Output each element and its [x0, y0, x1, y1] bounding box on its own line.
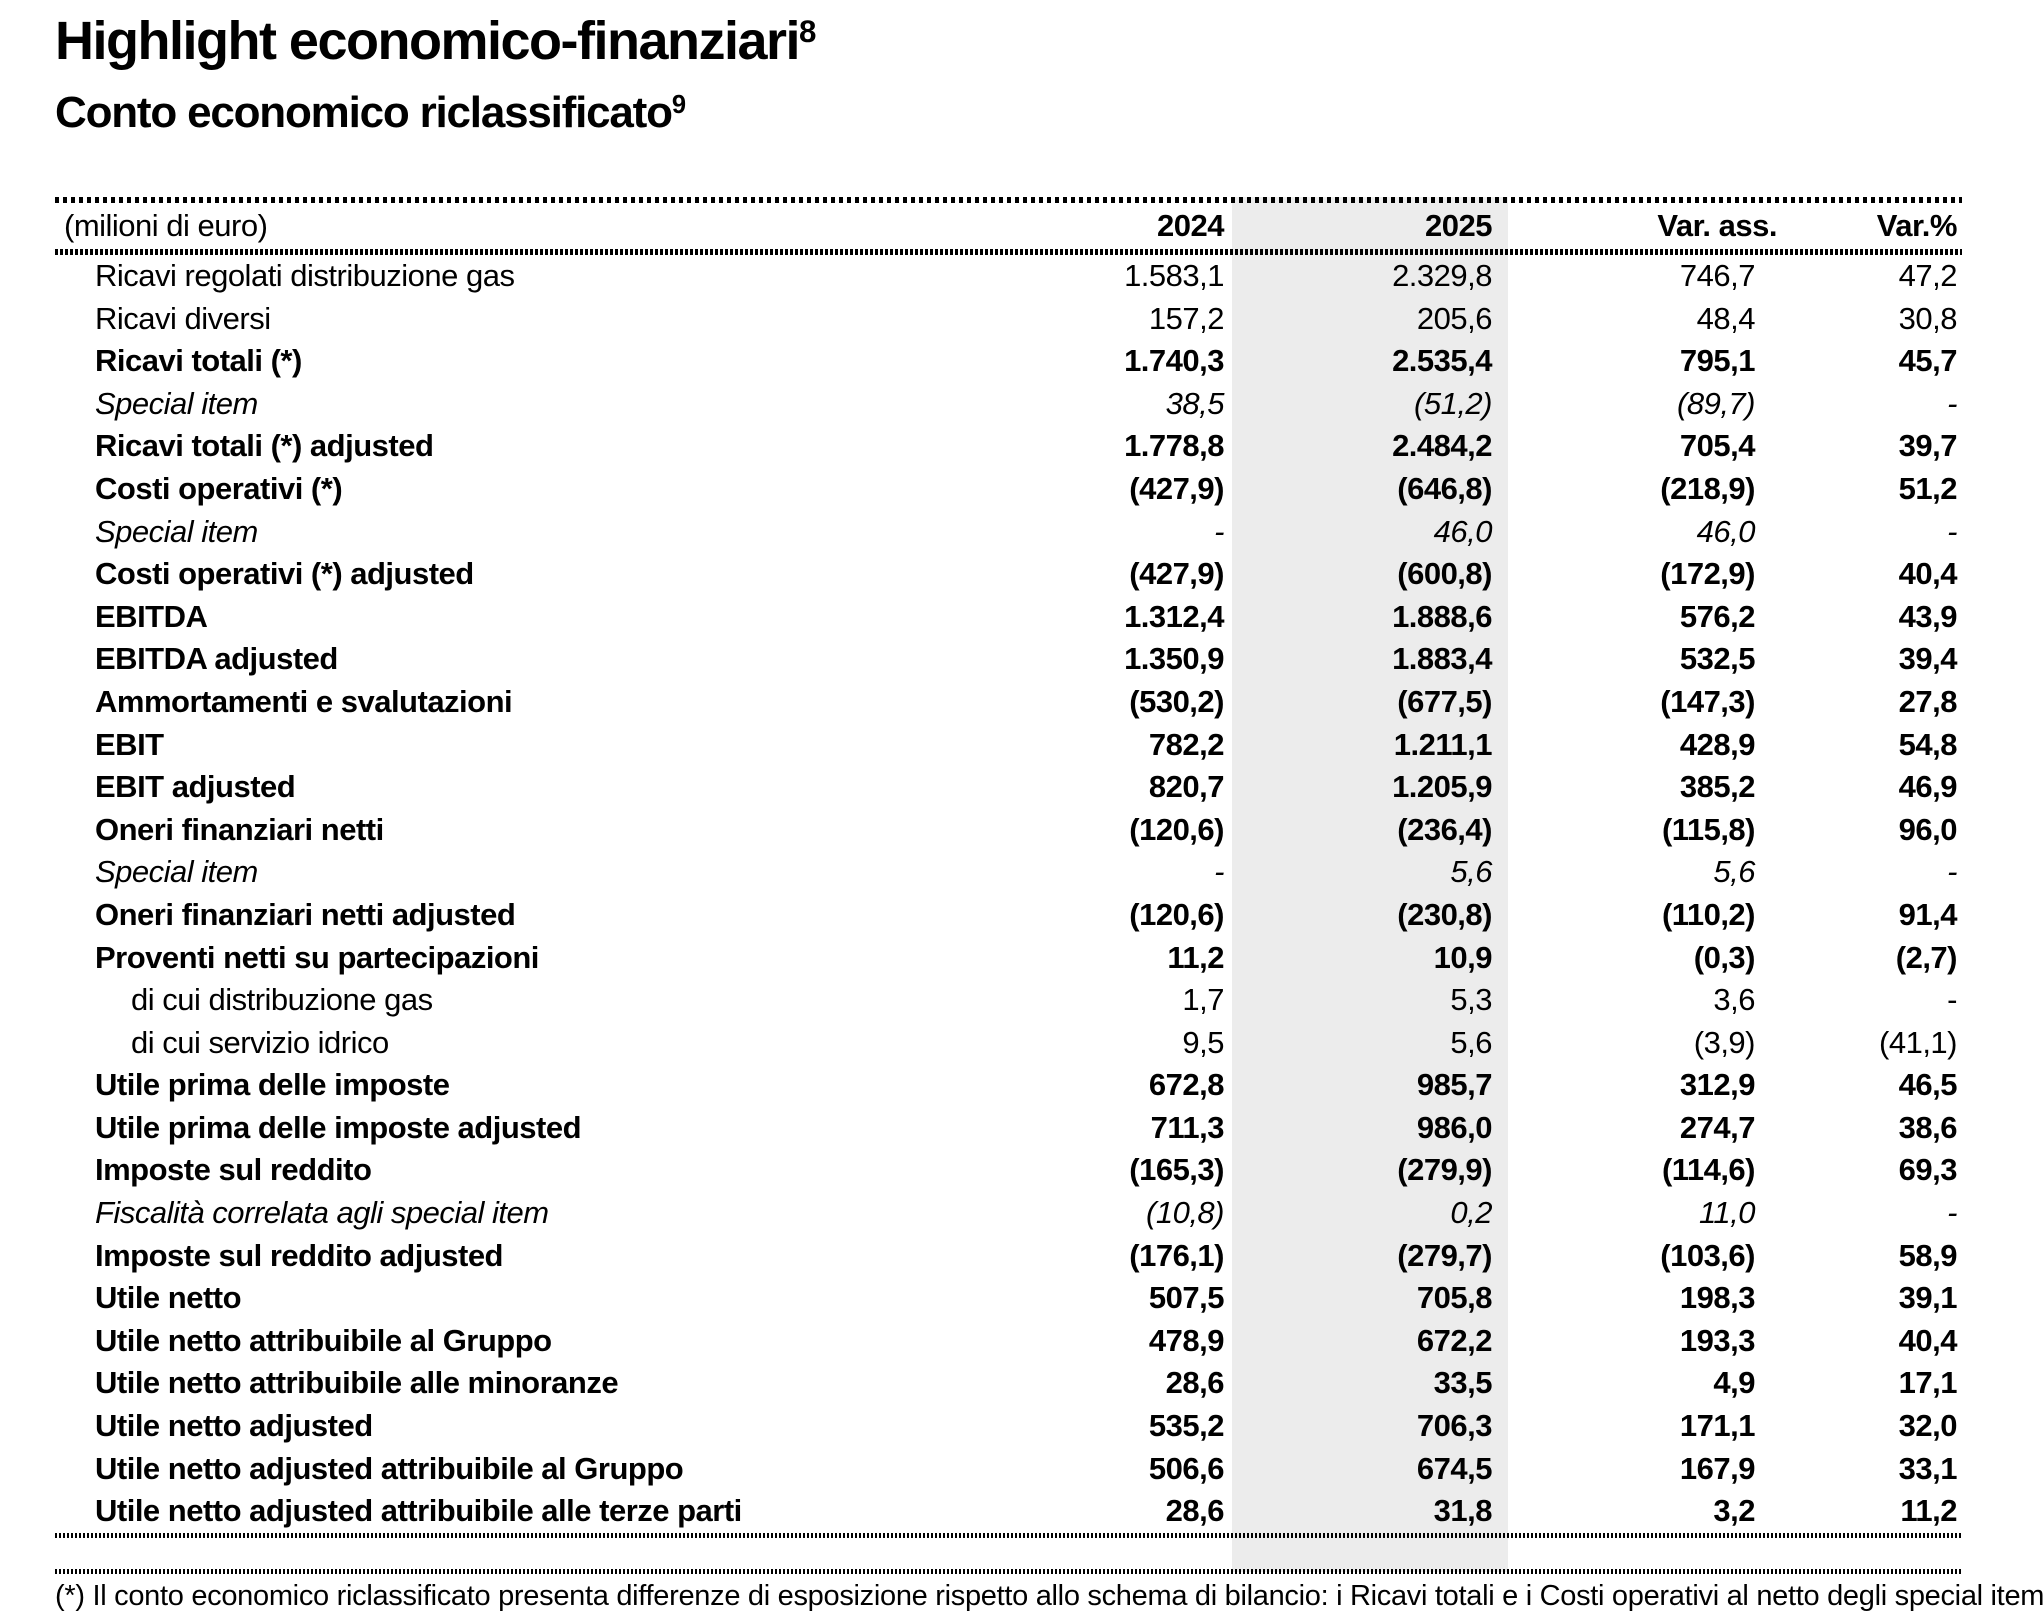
row-value: 705,4 — [1679, 428, 1755, 464]
row-label: Utile netto — [95, 1280, 242, 1316]
row-label: Utile prima delle imposte — [95, 1067, 450, 1103]
table-row — [55, 1362, 1962, 1405]
row-value: 1.778,8 — [1124, 428, 1224, 464]
row-value: 46,9 — [1898, 769, 1957, 805]
row-value: 193,3 — [1679, 1322, 1755, 1358]
row-value: 10,9 — [1433, 939, 1492, 975]
row-value: 4,9 — [1713, 1365, 1755, 1401]
row-value: 3,2 — [1713, 1493, 1755, 1529]
unit-label: (milioni di euro) — [64, 208, 268, 243]
table-row — [55, 468, 1962, 511]
table-row — [55, 1022, 1962, 1065]
row-value: (646,8) — [1397, 470, 1492, 506]
row-value: (120,6) — [1129, 896, 1224, 932]
row-value: 1.888,6 — [1392, 598, 1492, 634]
column-header-2024: 2024 — [1157, 208, 1224, 243]
row-value: (51,2) — [1414, 385, 1492, 421]
row-value: (3,9) — [1693, 1024, 1755, 1060]
row-label: Ricavi regolati distribuzione gas — [95, 258, 515, 293]
table-row — [55, 1320, 1962, 1363]
row-value: (172,9) — [1660, 556, 1755, 592]
table-row — [55, 979, 1962, 1022]
row-value: - — [1947, 513, 1957, 549]
row-value: 58,9 — [1898, 1237, 1957, 1273]
row-value: 706,3 — [1416, 1408, 1492, 1444]
row-label: Costi operativi (*) — [95, 470, 343, 506]
row-value: - — [1947, 1195, 1957, 1231]
row-value: 5,3 — [1450, 982, 1492, 1018]
row-value: - — [1947, 854, 1957, 890]
row-value: 385,2 — [1679, 769, 1755, 805]
row-label: Utile netto adjusted attribuibile al Gruppo — [95, 1450, 684, 1486]
row-value: 1.205,9 — [1392, 769, 1492, 805]
row-value: 1,7 — [1182, 982, 1224, 1018]
row-value: 428,9 — [1679, 726, 1755, 762]
row-value: 507,5 — [1148, 1280, 1224, 1316]
row-value: (427,9) — [1129, 556, 1224, 592]
table-row — [55, 1235, 1962, 1278]
row-value: 782,2 — [1148, 726, 1224, 762]
row-value: (103,6) — [1660, 1237, 1755, 1273]
row-value: 31,8 — [1433, 1493, 1492, 1529]
table-row — [55, 1448, 1962, 1491]
table-row — [55, 1064, 1962, 1107]
row-value: 711,3 — [1150, 1109, 1224, 1145]
row-value: 5,6 — [1450, 1024, 1492, 1060]
row-label: Fiscalità correlata agli special item — [95, 1195, 549, 1231]
table-row — [55, 511, 1962, 554]
row-value: (147,3) — [1660, 683, 1755, 719]
table-row — [55, 851, 1962, 894]
row-value: 532,5 — [1679, 641, 1755, 677]
row-label: Ricavi diversi — [95, 300, 271, 336]
row-value: 198,3 — [1679, 1280, 1755, 1316]
row-label: Ammortamenti e svalutazioni — [95, 683, 513, 719]
row-value: - — [1947, 982, 1957, 1018]
table-row — [55, 681, 1962, 724]
row-value: (279,9) — [1397, 1152, 1492, 1188]
row-value: 11,0 — [1698, 1195, 1755, 1231]
column-header-var-ass: Var. ass. — [1657, 208, 1777, 243]
row-value: (176,1) — [1129, 1237, 1224, 1273]
row-label: Special item — [95, 854, 258, 890]
table-row — [55, 766, 1962, 809]
row-value: 672,2 — [1416, 1322, 1492, 1358]
income-statement-table — [55, 197, 1962, 1574]
row-value: 171,1 — [1679, 1408, 1755, 1444]
row-value: 28,6 — [1165, 1365, 1224, 1401]
table-row — [55, 937, 1962, 980]
table-row — [55, 1405, 1962, 1448]
row-value: (236,4) — [1397, 811, 1492, 847]
table-row — [55, 1107, 1962, 1150]
table-row — [55, 596, 1962, 639]
row-label: EBIT adjusted — [95, 769, 296, 805]
row-value: 39,4 — [1898, 641, 1957, 677]
row-value: 3,6 — [1713, 982, 1755, 1018]
row-value: 11,2 — [1900, 1493, 1957, 1529]
row-value: (600,8) — [1397, 556, 1492, 592]
table-row — [55, 1277, 1962, 1320]
row-value: 96,0 — [1898, 811, 1957, 847]
row-value: 47,2 — [1898, 258, 1957, 293]
table-row — [55, 340, 1962, 383]
row-value: 5,6 — [1450, 854, 1492, 890]
section-subtitle-footnote-ref: 9 — [671, 90, 687, 119]
row-value: 312,9 — [1679, 1067, 1755, 1103]
table-row — [55, 638, 1962, 681]
row-value: (427,9) — [1129, 470, 1224, 506]
row-value: 27,8 — [1898, 683, 1957, 719]
row-value: 43,9 — [1898, 598, 1957, 634]
row-label: Special item — [95, 513, 258, 549]
row-label: Costi operativi (*) adjusted — [95, 556, 474, 592]
row-label: Oneri finanziari netti adjusted — [95, 896, 516, 932]
row-value: - — [1214, 513, 1224, 549]
row-value: (120,6) — [1129, 811, 1224, 847]
row-value: 39,7 — [1898, 428, 1957, 464]
row-label: Imposte sul reddito adjusted — [95, 1237, 503, 1273]
row-value: (110,2) — [1661, 896, 1755, 932]
page-title-footnote-ref: 8 — [799, 13, 817, 49]
row-value: 5,6 — [1713, 854, 1755, 890]
row-value: 11,2 — [1167, 939, 1224, 975]
row-value: 1.350,9 — [1124, 641, 1224, 677]
table-row — [55, 425, 1962, 468]
section-subtitle — [55, 88, 686, 138]
row-label: EBIT — [95, 726, 164, 762]
table-header-row — [55, 203, 1962, 249]
row-value: 33,1 — [1898, 1450, 1957, 1486]
row-value: 1.740,3 — [1124, 343, 1224, 379]
row-value: 91,4 — [1898, 896, 1957, 932]
table-row — [55, 255, 1962, 298]
row-label: Ricavi totali (*) — [95, 343, 302, 379]
row-value: (230,8) — [1397, 896, 1492, 932]
row-value: 46,5 — [1898, 1067, 1957, 1103]
row-label: Utile netto adjusted — [95, 1408, 373, 1444]
row-value: 38,6 — [1898, 1109, 1957, 1145]
column-header-var-pct: Var.% — [1876, 208, 1957, 243]
row-value: (279,7) — [1397, 1237, 1492, 1273]
table-row — [55, 724, 1962, 767]
row-value: 535,2 — [1148, 1408, 1224, 1444]
row-value: 39,1 — [1898, 1280, 1957, 1316]
row-value: 985,7 — [1416, 1067, 1492, 1103]
table-row — [55, 1149, 1962, 1192]
row-value: 69,3 — [1898, 1152, 1957, 1188]
row-value: 48,4 — [1696, 300, 1755, 336]
row-value: 45,7 — [1898, 343, 1957, 379]
row-value: 157,2 — [1148, 300, 1224, 336]
row-label: Ricavi totali (*) adjusted — [95, 428, 434, 464]
page-title — [55, 10, 816, 72]
row-value: 705,8 — [1416, 1280, 1492, 1316]
table-row — [55, 809, 1962, 852]
row-label: Proventi netti su partecipazioni — [95, 939, 539, 975]
row-label: Utile netto adjusted attribuibile alle terze parti — [95, 1493, 742, 1529]
table-body — [55, 255, 1962, 1533]
row-value: 46,0 — [1433, 513, 1492, 549]
row-label: di cui distribuzione gas — [131, 982, 433, 1018]
row-value: (10,8) — [1146, 1195, 1224, 1231]
row-value: 1.883,4 — [1392, 641, 1492, 677]
dotted-divider-footer — [55, 1569, 1962, 1574]
row-value: (218,9) — [1660, 470, 1755, 506]
row-value: 672,8 — [1148, 1067, 1224, 1103]
row-value: 54,8 — [1898, 726, 1957, 762]
row-value: 167,9 — [1679, 1450, 1755, 1486]
row-value: 40,4 — [1898, 1322, 1957, 1358]
row-value: (41,1) — [1879, 1024, 1957, 1060]
table-row — [55, 1490, 1962, 1533]
row-value: 274,7 — [1679, 1109, 1755, 1145]
row-label: EBITDA adjusted — [95, 641, 338, 677]
footnote-clipped: (*) Il conto economico riclassificato presenta differenze di esposizione rispetto allo schema di bilancio: i Ricavi totali e i Costi operativi al netto degli special item — [55, 1580, 2044, 1612]
column-header-2025: 2025 — [1425, 208, 1492, 243]
row-value: 576,2 — [1679, 598, 1755, 634]
table-bottom-gap — [55, 1538, 1962, 1569]
row-label: di cui servizio idrico — [131, 1024, 389, 1060]
row-value: - — [1947, 385, 1957, 421]
table-row — [55, 894, 1962, 937]
row-value: 30,8 — [1898, 300, 1957, 336]
row-value: 28,6 — [1165, 1493, 1224, 1529]
row-value: 986,0 — [1416, 1109, 1492, 1145]
page-title-text: Highlight economico-finanziari — [55, 11, 800, 71]
row-value: 506,6 — [1148, 1450, 1224, 1486]
row-value: 2.535,4 — [1392, 343, 1492, 379]
row-value: 795,1 — [1679, 343, 1755, 379]
table-row — [55, 1192, 1962, 1235]
row-label: Oneri finanziari netti — [95, 811, 384, 847]
table-row — [55, 298, 1962, 341]
row-label: EBITDA — [95, 598, 208, 634]
row-value: (89,7) — [1677, 385, 1755, 421]
row-value: 17,1 — [1898, 1365, 1957, 1401]
row-value: (677,5) — [1397, 683, 1492, 719]
row-value: 674,5 — [1416, 1450, 1492, 1486]
row-value: 33,5 — [1433, 1365, 1492, 1401]
row-value: 205,6 — [1416, 300, 1492, 336]
row-value: 46,0 — [1696, 513, 1755, 549]
row-value: 9,5 — [1182, 1024, 1224, 1060]
table-row — [55, 383, 1962, 426]
row-value: 1.211,1 — [1393, 726, 1492, 762]
row-value: 51,2 — [1898, 470, 1957, 506]
row-value: (0,3) — [1693, 939, 1755, 975]
row-label: Utile prima delle imposte adjusted — [95, 1109, 582, 1145]
row-value: (165,3) — [1129, 1152, 1224, 1188]
row-value: 2.329,8 — [1392, 258, 1492, 293]
row-label: Special item — [95, 385, 258, 421]
row-label: Imposte sul reddito — [95, 1152, 372, 1188]
row-value: (114,6) — [1661, 1152, 1755, 1188]
row-value: 0,2 — [1450, 1195, 1492, 1231]
row-value: 1.312,4 — [1124, 598, 1224, 634]
row-value: 38,5 — [1165, 385, 1224, 421]
row-value: 40,4 — [1898, 556, 1957, 592]
row-value: 820,7 — [1148, 769, 1224, 805]
row-value: - — [1214, 854, 1224, 890]
row-value: 1.583,1 — [1124, 258, 1224, 293]
row-value: (115,8) — [1661, 811, 1755, 847]
row-value: 2.484,2 — [1392, 428, 1492, 464]
row-value: 32,0 — [1898, 1408, 1957, 1444]
row-label: Utile netto attribuibile al Gruppo — [95, 1322, 552, 1358]
row-value: (530,2) — [1129, 683, 1224, 719]
row-label: Utile netto attribuibile alle minoranze — [95, 1365, 619, 1401]
row-value: (2,7) — [1895, 939, 1957, 975]
row-value: 746,7 — [1679, 258, 1755, 293]
section-subtitle-text: Conto economico riclassificato — [55, 88, 672, 137]
table-row — [55, 553, 1962, 596]
row-value: 478,9 — [1148, 1322, 1224, 1358]
